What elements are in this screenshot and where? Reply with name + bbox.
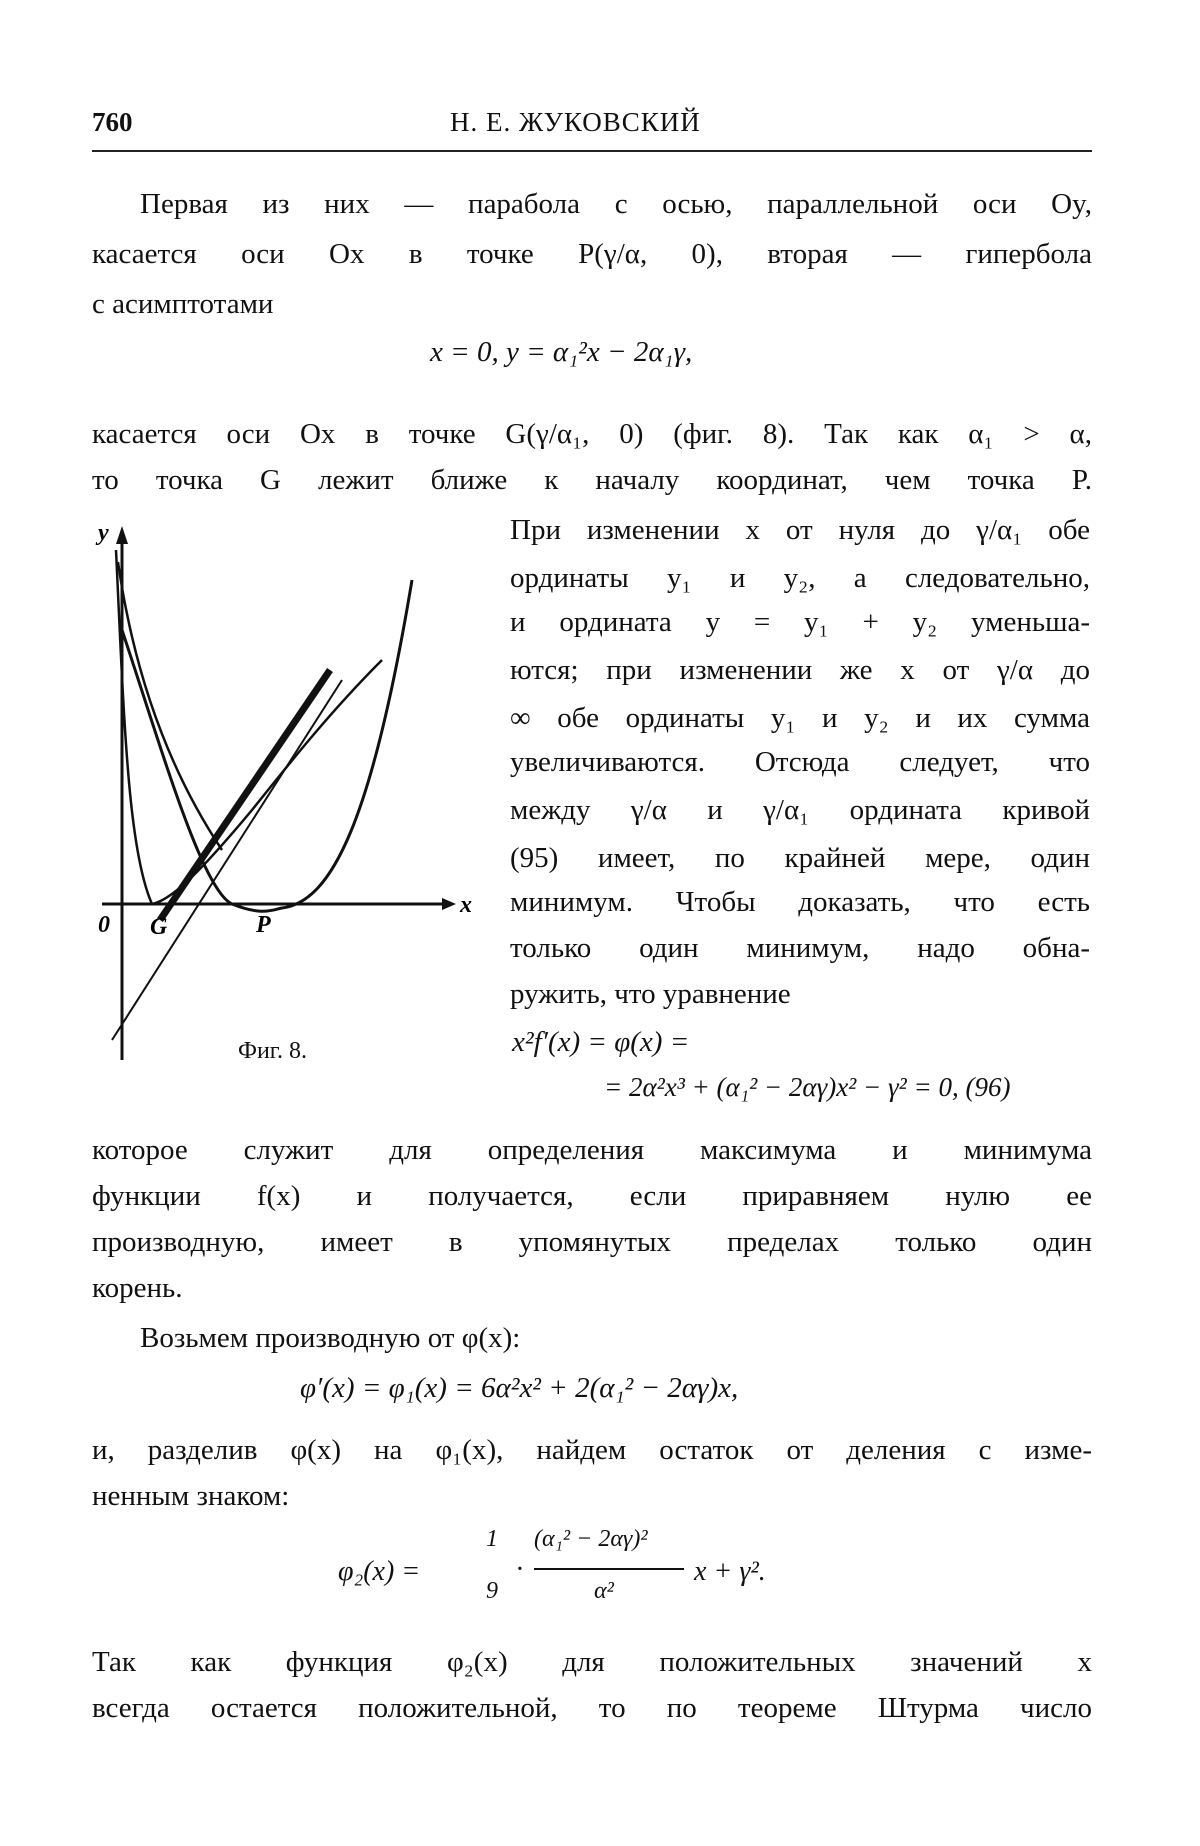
text-line: Первая из них — парабола с осью, параллельной оси Oy, <box>140 188 1092 220</box>
p-label: P <box>256 912 271 938</box>
phi2-lhs: φ₂(x) = <box>338 1556 421 1587</box>
header-rule <box>92 150 1092 152</box>
text-line: производную, имеет в упомянутых пределах только один <box>92 1226 1092 1258</box>
figure-caption: Фиг. 8. <box>238 1038 307 1064</box>
text-line: и ордината y = y₁ + y₂ уменьша- <box>510 606 1090 638</box>
text-line: корень. <box>92 1272 183 1304</box>
text-line: ∞ обе ординаты y₁ и y₂ и их сумма <box>510 702 1090 734</box>
y-label: y <box>98 520 109 546</box>
text-line: между γ/α и γ/α₁ ордината кривой <box>510 794 1090 826</box>
text-line: минимум. Чтобы доказать, что есть <box>510 886 1090 918</box>
equation-96-line1: x²f′(x) = φ(x) = <box>512 1026 690 1058</box>
text-line: касается оси Ox в точке G(γ/α₁, 0) (фиг. 8). Так как α₁ > α, <box>92 418 1092 450</box>
text-line: ненным знаком: <box>92 1480 290 1512</box>
text-line: ружить, что уравнение <box>510 978 791 1010</box>
equation-96-line2: = 2α²x³ + (α₁² − 2αγ)x² − γ² = 0, (96) <box>604 1072 1011 1102</box>
phi2-frac-num: (α₁² − 2αγ)² <box>534 1526 648 1552</box>
text-line: всегда остается положительной, то по теореме Штурма число <box>92 1692 1092 1724</box>
text-line: ются; при изменении же x от γ/α до <box>510 654 1090 686</box>
asymptote-line <box>112 680 342 1040</box>
asymptote-equation: x = 0, y = α₁²x − 2α₁γ, <box>430 336 693 368</box>
text-line: Так как функция φ₂(x) для положительных значений x <box>92 1646 1092 1678</box>
phi1-equation: φ′(x) = φ₁(x) = 6α²x² + 2(α₁² − 2αγ)x, <box>300 1372 739 1404</box>
phi2-dot: · <box>516 1554 523 1585</box>
text-line: касается оси Ox в точке P(γ/α, 0), вторая — гипербола <box>92 238 1092 270</box>
sum-curve-line <box>160 670 330 920</box>
phi2-frac-bar <box>534 1568 684 1570</box>
phi2-coef-num: 1 <box>486 1526 498 1552</box>
page-number: 760 <box>92 107 133 137</box>
text-line: Возьмем производную от φ(x): <box>140 1322 521 1354</box>
phi2-tail: x + γ². <box>694 1556 766 1587</box>
figure-8 <box>92 520 492 1080</box>
text-line: При изменении x от нуля до γ/α₁ обе <box>510 514 1090 546</box>
phi2-coef-den: 9 <box>486 1578 498 1604</box>
g-label: G <box>150 914 168 940</box>
text-line: увеличиваются. Отсюда следует, что <box>510 746 1090 778</box>
phi2-frac-den: α² <box>594 1578 614 1604</box>
y-axis-arrow <box>116 526 128 544</box>
text-line: и, разделив φ(x) на φ₁(x), найдем остаток от деления с изме- <box>92 1434 1092 1466</box>
text-line: с асимптотами <box>92 288 274 320</box>
text-line: то точка G лежит ближе к началу координат, чем точка P. <box>92 464 1092 496</box>
text-line: функции f(x) и получается, если приравняем нулю ее <box>92 1180 1092 1212</box>
running-title: Н. Е. ЖУКОВСКИЙ <box>450 107 701 137</box>
text-line: ординаты y₁ и y₂, а следовательно, <box>510 562 1090 594</box>
text-line: только один минимум, надо обна- <box>510 932 1090 964</box>
text-line: которое служит для определения максимума и минимума <box>92 1134 1092 1166</box>
x-axis-arrow <box>442 898 456 910</box>
text-line: (95) имеет, по крайней мере, один <box>510 842 1090 874</box>
y-curve <box>118 562 222 850</box>
x-label: x <box>460 892 472 918</box>
origin-label: 0 <box>98 912 110 938</box>
